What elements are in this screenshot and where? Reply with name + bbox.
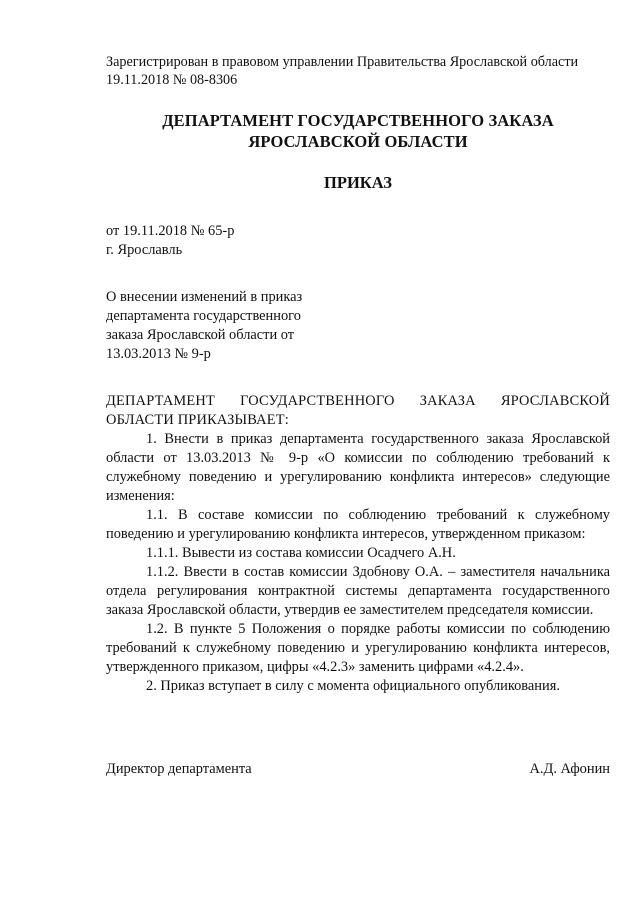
signature-block (106, 760, 610, 779)
clause-1: 1. Внести в приказ департамента государственного заказа Ярославской области от 13.03.2013 № 9-р «О комиссии по соблюдению требований к служебному поведению и урегулированию конфликта интересов» следующие изменения: (106, 431, 610, 504)
registration-note (106, 53, 616, 89)
order-subject (106, 288, 366, 364)
document-meta (106, 222, 406, 260)
order-city: г. Ярославль (106, 242, 183, 258)
signatory-position: Директор департамента (106, 761, 252, 777)
subject-line-2: департамента государственного (106, 308, 301, 324)
clause-1-1: 1.1. В составе комиссии по соблюдению требований к служебному поведению и урегулированию конфликта интересов, утвержденном приказом: (106, 507, 610, 542)
order-body (106, 392, 610, 696)
clause-1-1-1: 1.1.1. Вывести из состава комиссии Осадчего А.Н. (146, 545, 456, 561)
subject-line-1: О внесении изменений в приказ (106, 289, 303, 305)
registration-line-1: Зарегистрирован в правовом управлении Правительства Ярославской области (106, 54, 579, 70)
order-lead: ДЕПАРТАМЕНТ ГОСУДАРСТВЕННОГО ЗАКАЗА ЯРОСЛАВСКОЙ ОБЛАСТИ ПРИКАЗЫВАЕТ: (106, 393, 610, 428)
subject-line-4: 13.03.2013 № 9-р (106, 346, 211, 362)
subject-line-3: заказа Ярославской области от (106, 327, 295, 343)
department-title (106, 110, 610, 152)
clause-2: 2. Приказ вступает в силу с момента официального опубликования. (146, 678, 560, 694)
signatory-name: А.Д. Афонин (529, 761, 610, 777)
document-type-title: ПРИКАЗ (324, 173, 392, 192)
order-date-number: от 19.11.2018 № 65-р (106, 223, 235, 239)
clause-1-1-2: 1.1.2. Ввести в состав комиссии Здобнову О.А. – заместителя начальника отдела регулирования контрактной системы департамента государственного заказа Ярославской области, утвердив ее заместителем председателя комиссии. (106, 564, 610, 618)
department-title-line-2: ЯРОСЛАВСКОЙ ОБЛАСТИ (248, 132, 468, 151)
registration-line-2: 19.11.2018 № 08-8306 (106, 72, 238, 88)
clause-1-2: 1.2. В пункте 5 Положения о порядке работы комиссии по соблюдению требований к служебному поведению и урегулированию конфликта интересов, утвержденного приказом, цифры «4.2.3» заменить цифрами «4.2.4». (106, 621, 610, 675)
department-title-line-1: ДЕПАРТАМЕНТ ГОСУДАРСТВЕННОГО ЗАКАЗА (162, 111, 554, 130)
